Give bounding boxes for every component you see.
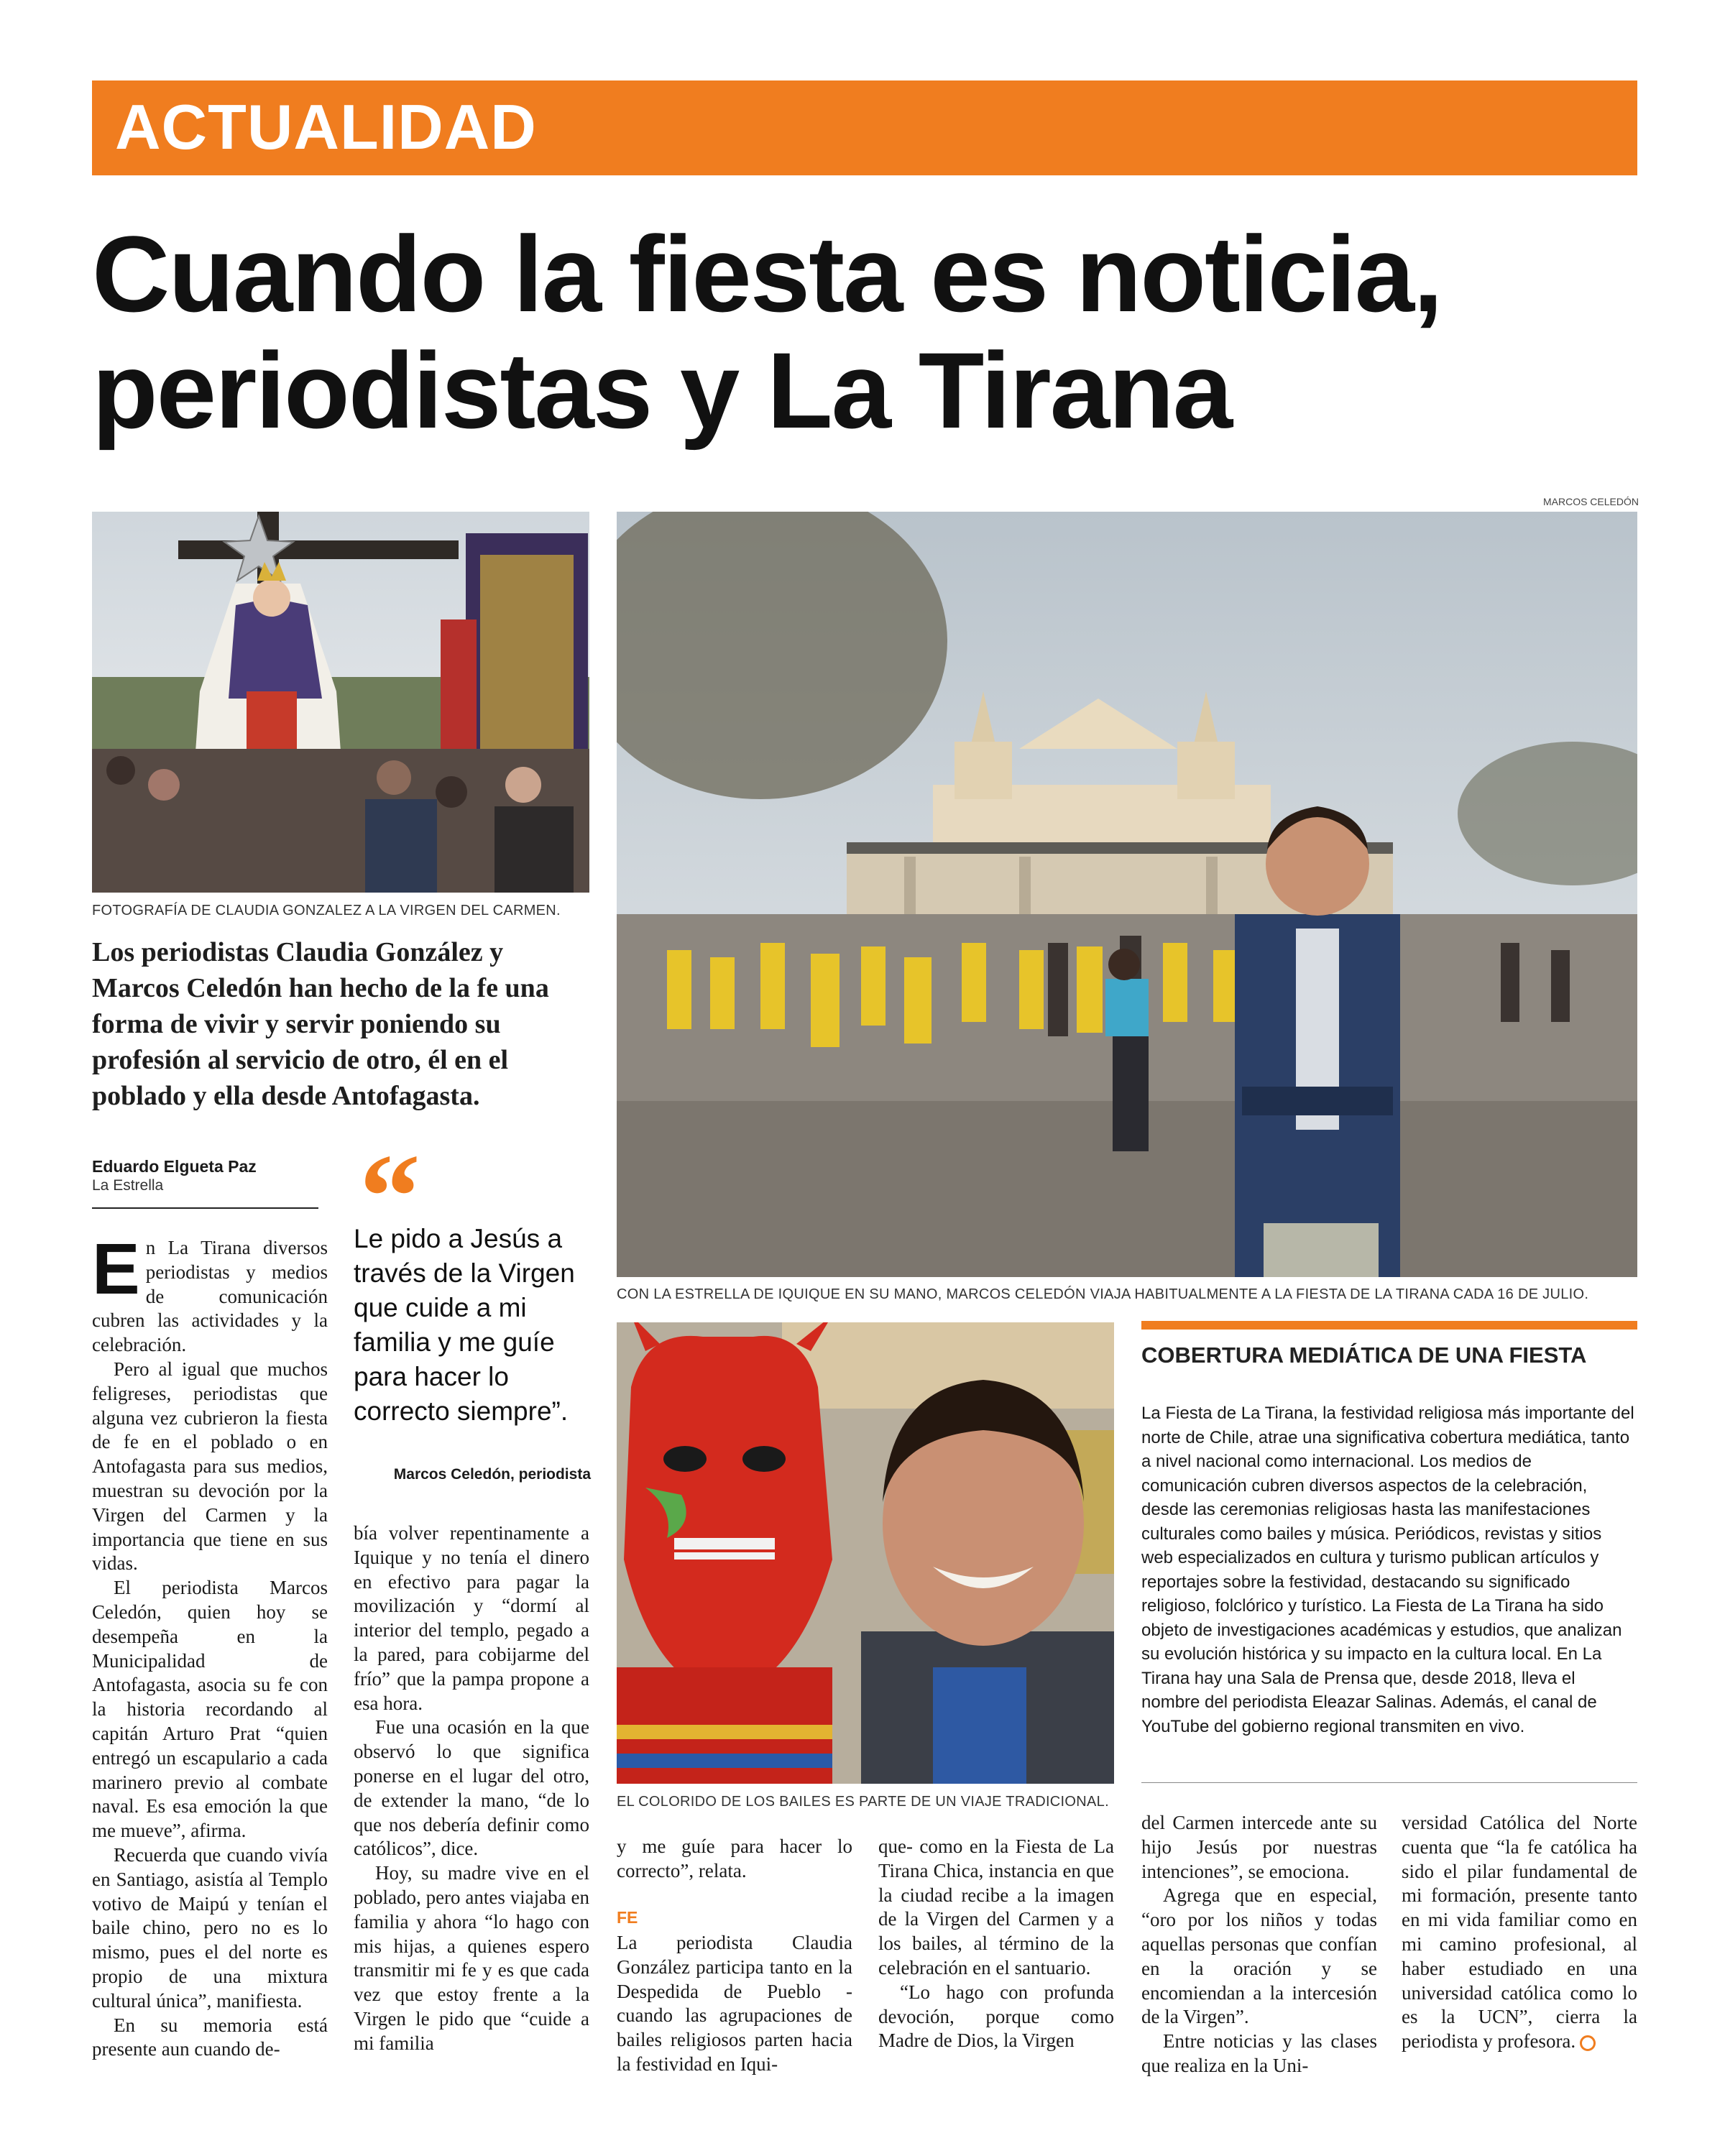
section-label: ACTUALIDAD: [115, 91, 537, 162]
article-paragraph: “Lo hago con profunda devoción, porque como Madre de Dios, la Virgen: [878, 1981, 1114, 2052]
byline-divider: [92, 1207, 318, 1209]
sidebar-text: La Fiesta de La Tirana, la festividad religiosa más importante del norte de Chile, atrae una significativa cobertura mediática, tanto a nivel nacional como internacional. Los medios de comunicación cubren diversos aspectos de la celebración, desde las ceremonias religiosas hasta las manifestaciones culturales como bailes y música. Periódicos, revistas y sitios web especializados en cultura y turismo publican artículos y reportajes sobre la festividad, destacando su significado religioso, folclórico y turístico. La Fiesta de La Tirana ha sido objeto de investigaciones académicas y estudios, que analizan su evolución histórica y su impacto en la cultura local. En La Tirana hay una Sala de Prensa que, desde 2018, lleva el nombre del periodista Eleazar Salinas. Además, el canal de YouTube del gobierno regional transmiten en vivo.: [1141, 1404, 1634, 1736]
photo-virgin-procession: [92, 512, 589, 893]
section-bar: [92, 80, 1637, 175]
article-subhead: FE: [617, 1908, 638, 1927]
article-paragraph: En La Tirana diversos periodistas y medios de comunicación cubren las actividades y la celebración.: [92, 1229, 328, 1356]
headline: [92, 213, 1637, 451]
article-paragraph: Recuerda que cuando vivía en Santiago, asistía al Templo votivo de Maipú y tenían el baile chino, pero no es lo mismo, pues el del norte es propio de una mixtura cultural única”, manifiesta.: [92, 1843, 328, 2012]
sidebar-bottom-rule: [1141, 1782, 1637, 1783]
photo-credit-main: MARCOS CELEDÓN: [1542, 496, 1639, 507]
article-column-5: [1141, 1811, 1377, 2078]
drop-cap: E: [92, 1229, 140, 1309]
lead-paragraph: Los periodistas Claudia González y Marcos Celedón han hecho de la fe una forma de vivir y servir poniendo su profesión al servicio de otro, él en el poblado y ella desde Antofagasta.: [92, 937, 549, 1111]
article-paragraph: Agrega que en especial, “oro por los niños y todas aquellas personas que confían en la oración y se encomiendan a la intercesión de la Virgen”.: [1141, 1884, 1377, 2028]
article-paragraph: y me guíe para hacer lo correcto”, relata.: [617, 1835, 852, 1881]
sidebar-top-rule: [1141, 1321, 1637, 1330]
photo-main-church: [617, 512, 1637, 1277]
article-paragraph: versidad Católica del Norte cuenta que “la fe católica ha sido el pilar fundamental de mi formación, presente tanto en mi vida familiar como en mi camino profesional, al haber estudiado en una universidad católica como lo es la UCN”, cierra la periodista y profesora.: [1402, 1812, 1637, 2053]
sidebar-title: COBERTURA MEDIÁTICA DE UNA FIESTA: [1141, 1342, 1587, 1368]
article-paragraph: Pero al igual que muchos feligreses, periodistas que alguna vez cubrieron la fiesta de fe en el poblado o en Antofagasta para sus medios, muestran su devoción por la Virgen del Carmen y la importancia que tiene en sus vidas.: [92, 1358, 328, 1575]
photo-selfie-devil-mask: [617, 1322, 1114, 1784]
headline-line-2: periodistas y La Tirana: [92, 330, 1232, 451]
article-column-3: [617, 1835, 852, 1884]
byline-organization: La Estrella: [92, 1177, 164, 1194]
pull-quote-author: Marcos Celedón, periodista: [393, 1466, 591, 1483]
article-column-2: [354, 1521, 589, 2056]
pull-quote: Le pido a Jesús a través de la Virgen que cuide a mi familia y me guíe para hacer lo correcto siempre”.: [354, 1224, 575, 1426]
caption-selfie-photo: EL COLORIDO DE LOS BAILES ES PARTE DE UN VIAJE TRADICIONAL.: [617, 1794, 1109, 1810]
article-paragraph: Hoy, su madre vive en el poblado, pero antes viajaba en familia y ahora “lo hago con mis hijas, a quienes espero transmitir mi fe y es que cada vez que estoy frente a la Virgen le pido que “cuide a mi familia: [354, 1862, 589, 2054]
article-paragraph: que- como en la Fiesta de La Tirana Chica, instancia en que la ciudad recibe a la imagen de la Virgen del Carmen y a los bailes, al término de la celebración en el santuario.: [878, 1835, 1114, 1978]
caption-main-photo: CON LA ESTRELLA DE IQUIQUE EN SU MANO, MARCOS CELEDÓN VIAJA HABITUALMENTE A LA FIESTA DE LA TIRANA CADA 16 DE JULIO.: [617, 1286, 1589, 1302]
end-mark-icon: [1580, 2035, 1596, 2051]
article-column-3b: [617, 1931, 852, 2077]
quote-mark: “: [359, 1129, 420, 1264]
article-paragraph: del Carmen intercede ante su hijo Jesús por nuestras intenciones”, se emociona.: [1141, 1812, 1377, 1882]
article-paragraph: Entre noticias y las clases que realiza en la Uni-: [1141, 2030, 1377, 2076]
article-paragraph: Fue una ocasión en la que observó lo que significa ponerse en el lugar del otro, de extender la mano, “de lo que nos debería definir como católicos”, dice.: [354, 1716, 589, 1860]
article-paragraph: El periodista Marcos Celedón, quien hoy se desempeña en la Municipalidad de Antofagasta, asocia su fe con la historia recordando al capitán Arturo Prat “quien entregó un escapulario a cada marinero previo al combate naval. Es esa emoción la que me mueve”, afirma.: [92, 1577, 328, 1842]
article-column-4: [878, 1835, 1114, 2053]
article-column-1: [92, 1229, 328, 2062]
article-paragraph: La periodista Claudia González participa tanto en la Despedida de Pueblo - cuando las agrupaciones de bailes religiosos parten hacia la festividad en Iqui-: [617, 1932, 852, 2075]
headline-line-1: Cuando la fiesta es noticia,: [92, 213, 1442, 334]
byline-author: Eduardo Elgueta Paz: [92, 1157, 257, 1176]
article-paragraph: bía volver repentinamente a Iquique y no tenía el dinero en efectivo para pagar la movilización y “dormí al interior del templo, pegado a la pared, para cobijarme del frío” que la pampa propone a esa hora.: [354, 1522, 589, 1714]
article-paragraph: En su memoria está presente aun cuando de-: [92, 2014, 328, 2060]
article-column-6: [1402, 1811, 1637, 2054]
caption-virgin-photo: FOTOGRAFÍA DE CLAUDIA GONZALEZ A LA VIRGEN DEL CARMEN.: [92, 903, 561, 918]
